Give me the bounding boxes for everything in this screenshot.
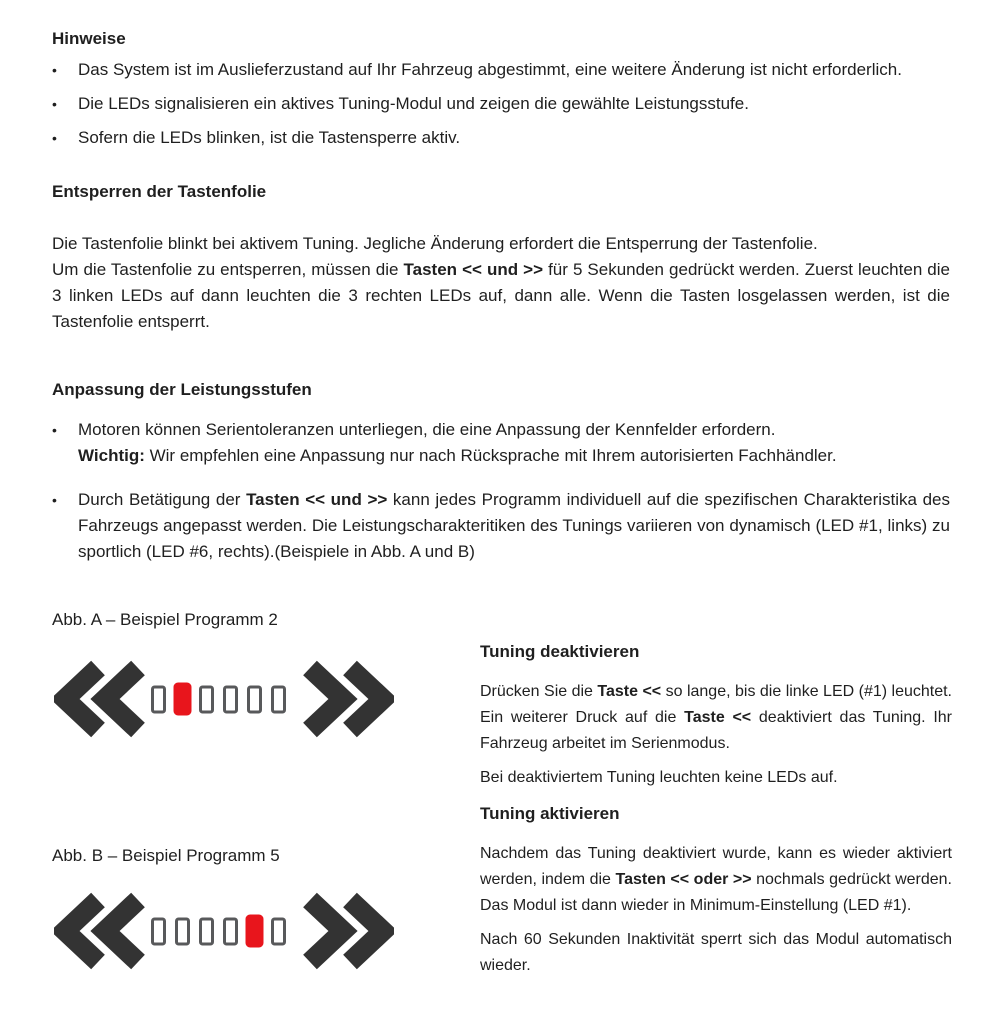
hinweise-title: Hinweise — [52, 29, 126, 48]
hinweise-bullet-2: Die LEDs signalisieren ein aktives Tuning-Modul und zeigen die gewählte Leistungsstufe. — [78, 94, 749, 113]
anpassung-bullet-list — [52, 417, 950, 565]
bullet-icon: • — [52, 96, 57, 112]
bullet-icon: • — [52, 130, 57, 146]
aktivieren-paragraph-1: Nachdem das Tuning deaktiviert wurde, kann es wieder aktiviert werden, indem die Tasten << oder >> nochmals gedrückt werden. Das Modul ist dann wieder in Minimum-Einstellung (LED #1). — [480, 845, 952, 914]
anpassung-bullet-1-line-1: Motoren können Serientoleranzen unterliegen, die eine Anpassung der Kennfelder erfordern. — [78, 420, 776, 439]
led-3-inactive — [201, 687, 213, 712]
list-item — [52, 417, 950, 469]
anpassung-title: Anpassung der Leistungsstufen — [52, 380, 312, 399]
figure-b-caption: Abb. B – Beispiel Programm 5 — [52, 846, 280, 865]
led-4-inactive — [225, 919, 237, 944]
anpassung-bullet-1-line-2: Wichtig: Wir empfehlen eine Anpassung nur nach Rücksprache mit Ihrem autorisierten Fachhändler. — [78, 446, 837, 465]
examples-region — [52, 605, 953, 1025]
chevron-left-inner-icon — [105, 900, 138, 962]
chevron-left-inner-icon — [105, 668, 138, 730]
figure-b-led-display — [54, 891, 394, 971]
list-item — [52, 91, 950, 117]
section-hinweise — [52, 28, 950, 151]
led-6-inactive — [273, 919, 285, 944]
figure-a-led-display — [54, 659, 394, 739]
deaktivieren-paragraph-2: Bei deaktiviertem Tuning leuchten keine LEDs auf. — [480, 769, 838, 786]
section-anpassung — [52, 379, 950, 565]
led-display-graphic — [54, 659, 394, 739]
deaktivieren-paragraph-1: Drücken Sie die Taste << so lange, bis die linke LED (#1) leuchtet. Ein weiterer Druck auf die Taste << deaktiviert das Tuning. Ihr Fahrzeug arbeitet im Serienmodus. — [480, 683, 953, 752]
entsperren-body — [52, 231, 950, 335]
section-entsperren — [52, 181, 950, 335]
hinweise-bullet-list — [52, 57, 950, 151]
figure-a-caption: Abb. A – Beispiel Programm 2 — [52, 610, 278, 629]
anpassung-bullet-2: Durch Betätigung der Tasten << und >> kann jedes Programm individuell auf die spezifischen Charakteristika des Fahrzeugs angepasst werden. Die Leistungscharakteritiken des Tunings variieren von dynamisch (LED #1, links) zu sportlich (LED #6, rechts).(Beispiele in Abb. A und B) — [78, 490, 950, 561]
hinweise-bullet-1: Das System ist im Auslieferzustand auf Ihr Fahrzeug abgestimmt, eine weitere Änderung ist nicht erforderlich. — [78, 60, 902, 79]
entsperren-paragraph-1: Die Tastenfolie blinkt bei aktivem Tuning. Jegliche Änderung erfordert die Entsperrung der Tastenfolie. — [52, 234, 818, 253]
anpassung-bullet-1 — [78, 417, 950, 469]
chevron-right-inner-icon — [310, 668, 343, 730]
list-item — [52, 125, 950, 151]
chevron-right-inner-icon — [310, 900, 343, 962]
entsperren-title: Entsperren der Tastenfolie — [52, 182, 267, 201]
deaktivieren-title: Tuning deaktivieren — [480, 642, 640, 661]
led-1-inactive — [153, 919, 165, 944]
led-display-graphic — [54, 891, 394, 971]
entsperren-paragraph-2: Um die Tastenfolie zu entsperren, müssen die Tasten << und >> für 5 Sekunden gedrückt werden. Zuerst leuchten die 3 linken LEDs auf dann leuchten die 3 rechten LEDs auf, dann alle. Wenn die Tasten losgelassen werden, ist die Tastenfolie entsperrt. — [52, 260, 950, 331]
bullet-icon: • — [52, 422, 57, 438]
led-5-active — [246, 915, 263, 947]
led-2-active — [174, 683, 191, 715]
led-5-inactive — [249, 687, 261, 712]
hinweise-bullet-3: Sofern die LEDs blinken, ist die Tastensperre aktiv. — [78, 128, 461, 147]
led-2-inactive — [177, 919, 189, 944]
tuning-instructions-column — [480, 641, 952, 979]
bullet-icon: • — [52, 492, 57, 508]
aktivieren-paragraph-2: Nach 60 Sekunden Inaktivität sperrt sich das Modul automatisch wieder. — [480, 931, 952, 974]
list-item — [52, 57, 950, 83]
led-4-inactive — [225, 687, 237, 712]
bullet-icon: • — [52, 62, 57, 78]
led-6-inactive — [273, 687, 285, 712]
led-3-inactive — [201, 919, 213, 944]
aktivieren-title: Tuning aktivieren — [480, 804, 620, 823]
list-item — [52, 487, 950, 565]
led-1-inactive — [153, 687, 165, 712]
